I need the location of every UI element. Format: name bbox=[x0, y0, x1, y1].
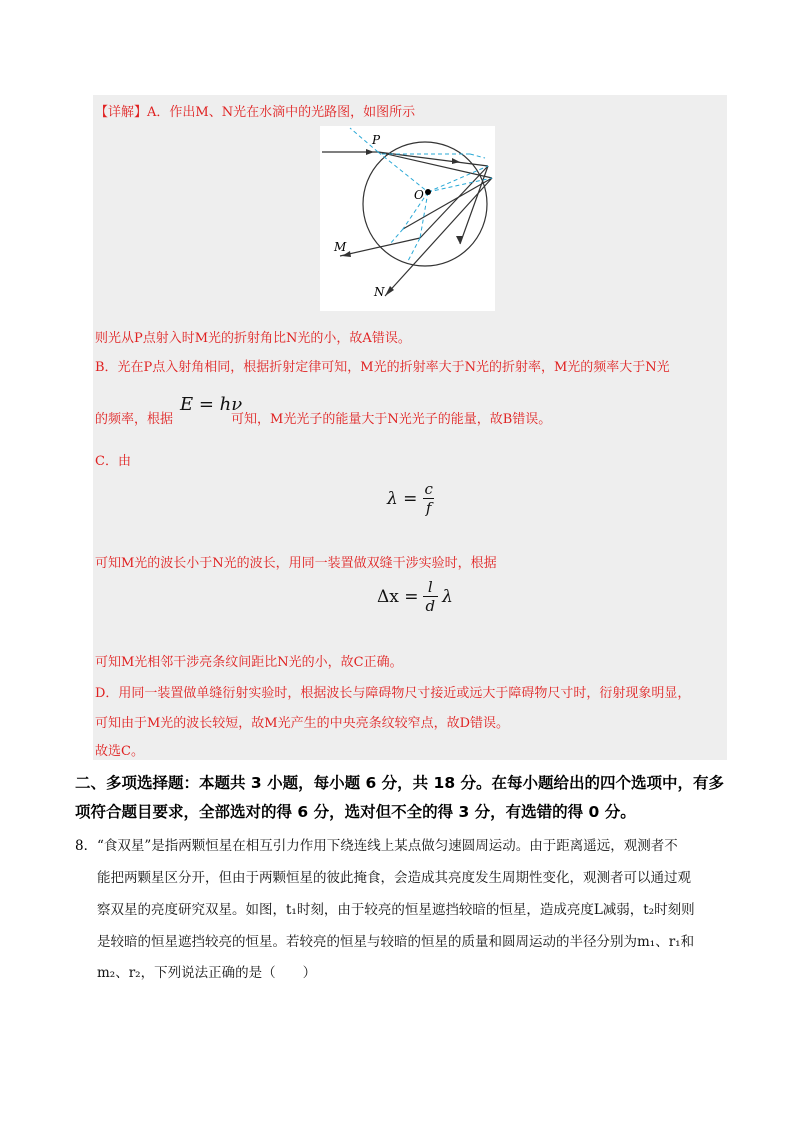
formula-energy: E = hν bbox=[180, 394, 243, 415]
section-heading-line-1: 二、多项选择题：本题共 3 小题，每小题 6 分，共 18 分。在每小题给出的四个选项中，有多 bbox=[75, 774, 725, 792]
label-n: N bbox=[374, 285, 385, 299]
answer-line-5: C．由 bbox=[95, 454, 131, 469]
detail-tag: 【详解】 bbox=[95, 105, 148, 120]
light-path-diagram bbox=[320, 126, 495, 311]
answer-line-3: B．光在P点入射角相同，根据折射定律可知，M光的折射率大于N光的折射率，M光的频率大于N光 bbox=[95, 360, 670, 375]
question-line-4: 是较暗的恒星遮挡较亮的恒星。若较亮的恒星与较暗的恒星的质量和圆周运动的半径分别为m₁、r₁和 bbox=[97, 934, 695, 950]
section-heading-line-2: 项符合题目要求，全部选对的得 6 分，选对但不全的得 3 分，有选错的得 0 分。 bbox=[75, 803, 636, 821]
label-o: O bbox=[414, 188, 424, 202]
answer-line-2: 则光从P点射入时M光的折射角比N光的小，故A错误。 bbox=[95, 331, 411, 346]
answer-line-9: 可知由于M光的波长较短，故M光产生的中央亮条纹较窄点，故D错误。 bbox=[95, 716, 510, 731]
question-line-1: “食双星”是指两颗恒星在相互引力作用下绕连线上某点做匀速圆周运动。由于距离遥远，观测者不 bbox=[97, 838, 678, 854]
answer-line-6: 可知M光的波长小于N光的波长，用同一装置做双缝干涉实验时，根据 bbox=[95, 556, 497, 571]
answer-line-4: 的频率，根据 可知，M光光子的能量大于N光光子的能量，故B错误。 bbox=[95, 412, 552, 427]
answer-line-8: D．用同一装置做单缝衍射实验时，根据波长与障碍物尺寸接近或远大于障碍物尺寸时，衍射现象明显， bbox=[95, 686, 691, 701]
label-m: M bbox=[334, 240, 347, 254]
answer-line-10: 故选C。 bbox=[95, 744, 144, 759]
question-line-5: m₂、r₂，下列说法正确的是（ ） bbox=[97, 965, 317, 981]
answer-line-1: 【详解】A．作出M、N光在水滴中的光路图，如图所示 bbox=[95, 105, 416, 120]
formula-wavelength: λ = $\frac{c}{f}$ bbox=[387, 480, 433, 517]
label-p: P bbox=[372, 133, 381, 147]
question-line-2: 能把两颗星区分开，但由于两颗恒星的彼此掩食，会造成其亮度发生周期性变化，观测者可以通过观 bbox=[97, 870, 691, 886]
formula-fringe-spacing: Δx = $\frac{l}{d}$ λ bbox=[377, 578, 453, 615]
question-line-3: 察双星的亮度研究双星。如图，t₁时刻，由于较亮的恒星遮挡较暗的恒星，造成亮度L减弱，t₂时刻则 bbox=[97, 902, 695, 918]
answer-line-7: 可知M光相邻干涉亮条纹间距比N光的小，故C正确。 bbox=[95, 655, 403, 670]
question-number: 8． bbox=[75, 838, 98, 854]
